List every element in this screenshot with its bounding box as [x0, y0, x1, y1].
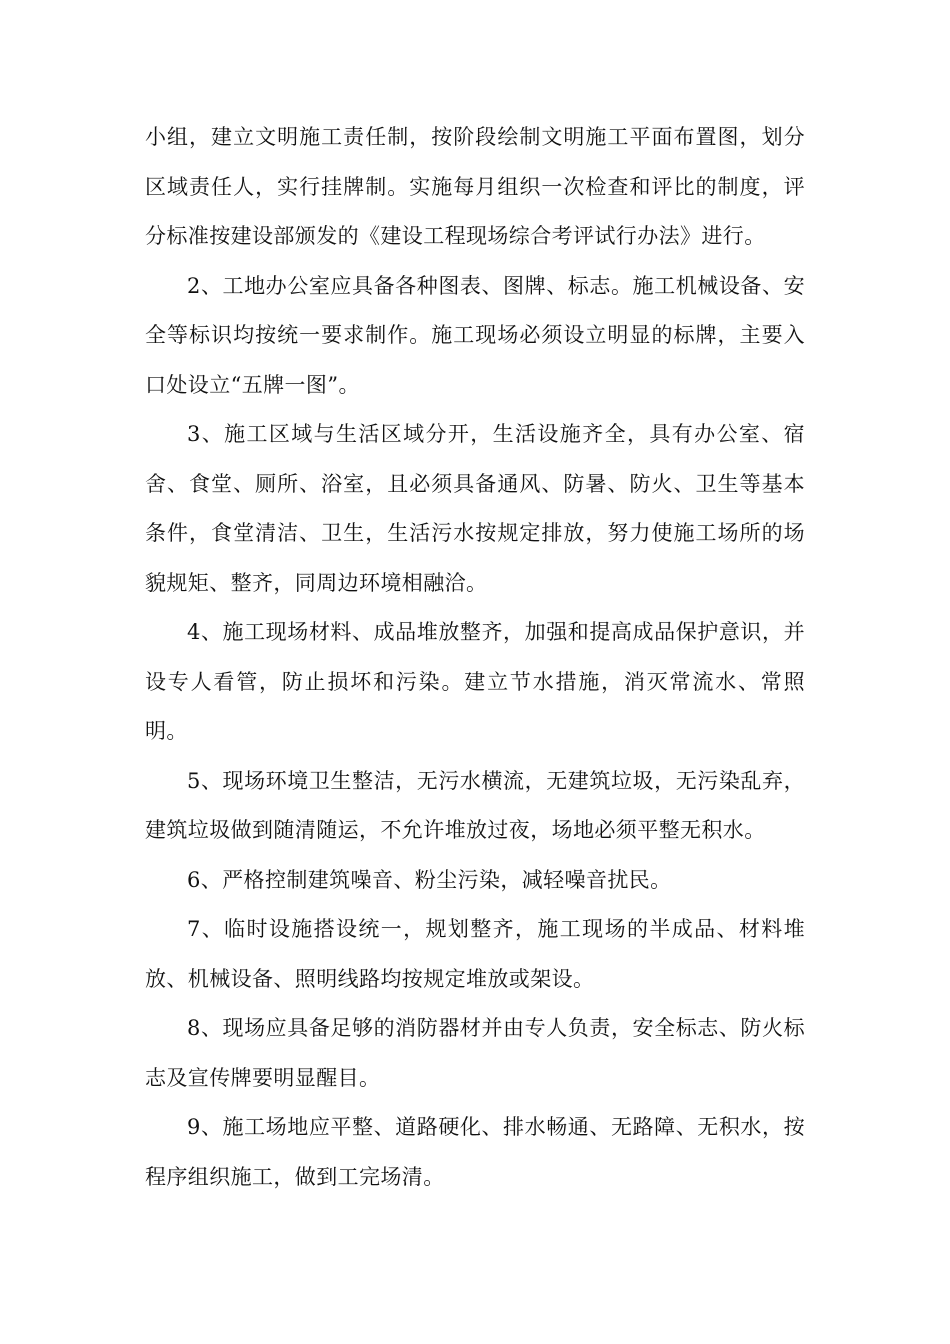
paragraph-item-5: 5、现场环境卫生整洁，无污水横流，无建筑垃圾，无污染乱弃，建筑垃圾做到随清随运，不允许堆放过夜，场地必须平整无积水。: [145, 768, 805, 842]
document-page: [145, 113, 805, 1202]
paragraph-item-7: 7、临时设施搭设统一，规划整齐，施工现场的半成品、材料堆放、机械设备、照明线路均按规定堆放或架设。: [145, 917, 805, 991]
paragraph-item-2: 2、工地办公室应具备各种图表、图牌、标志。施工机械设备、安全等标识均按统一要求制作。施工现场必须设立明显的标牌，主要入口处设立“五牌一图”。: [145, 273, 805, 397]
paragraph-item-4: 4、施工现场材料、成品堆放整齐，加强和提高成品保护意识，并设专人看管，防止损坏和污染。建立节水措施，消灭常流水、常照明。: [145, 620, 805, 743]
paragraph-item-9: 9、施工场地应平整、道路硬化、排水畅通、无路障、无积水，按程序组织施工，做到工完场清。: [145, 1115, 805, 1189]
paragraph-item-8: 8、现场应具备足够的消防器材并由专人负责，安全标志、防火标志及宣传牌要明显醒目。: [145, 1016, 805, 1090]
paragraph-continuation: 小组，建立文明施工责任制，按阶段绘制文明施工平面布置图，划分区域责任人，实行挂牌制。实施每月组织一次检查和评比的制度，评分标准按建设部颁发的《建设工程现场综合考评试行办法》进行。: [145, 125, 805, 248]
paragraph-item-6: 6、严格控制建筑噪音、粉尘污染，减轻噪音扰民。: [187, 867, 672, 892]
paragraph-item-3: 3、施工区域与生活区域分开，生活设施齐全，具有办公室、宿舍、食堂、厕所、浴室，且必须具备通风、防暑、防火、卫生等基本条件，食堂清洁、卫生，生活污水按规定排放，努力使施工场所的场貌规矩、整齐，同周边环境相融洽。: [145, 422, 805, 595]
